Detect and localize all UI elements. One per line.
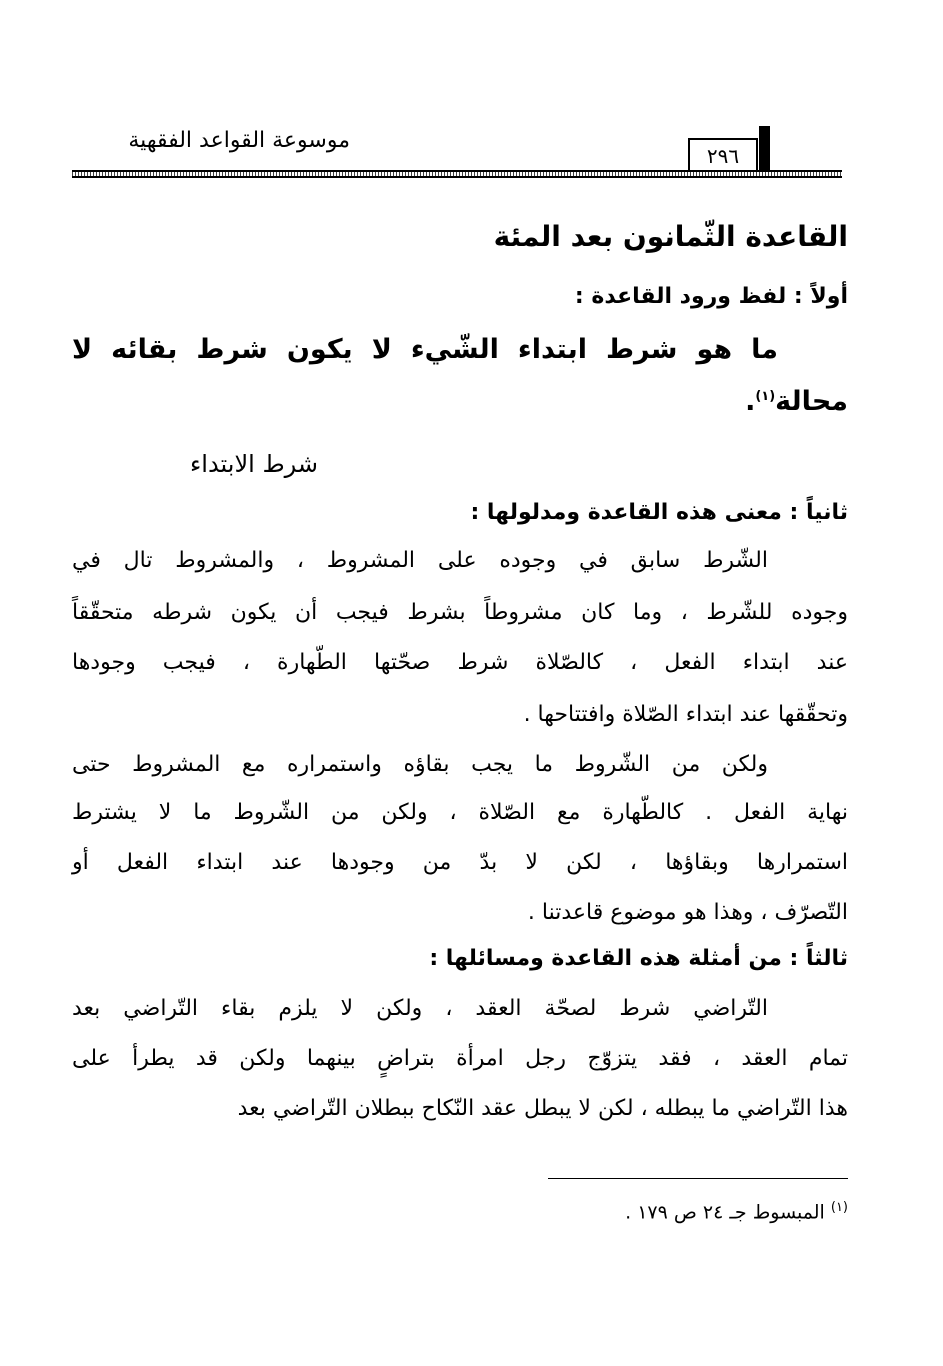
para2-line: نهاية الفعل . كالطّهارة مع الصّلاة ، ولكن من الشّروط ما لا يشترط (72, 800, 848, 825)
para1-line: وتحقّقها عند ابتداء الصّلاة وافتتاحها . (523, 702, 848, 727)
page-number: ٢٩٦ (688, 138, 758, 170)
page-number-bar (759, 126, 770, 176)
para2-line: ولكن من الشّروط ما يجب بقاؤه واستمراره مع المشروط حتى (72, 752, 768, 777)
para3-line: تمام العقد ، فقد يتزوّج رجل امرأة بتراضٍ بينهما ولكن قد يطرأ على (72, 1046, 848, 1071)
para2-line: التّصرّف ، وهذا هو موضوع قاعدتنا . (527, 900, 848, 925)
rule-title: القاعدة الثّمانون بعد المئة (493, 220, 848, 253)
para3-line: هذا التّراضي ما يبطله ، لكن لا يبطل عقد النّكاح ببطلان التّراضي بعد (237, 1096, 848, 1121)
footnote (72, 1200, 848, 1223)
footnote-ref: (١) (755, 389, 776, 404)
footnote-text: المبسوط جـ ٢٤ ص ١٧٩ . (625, 1201, 825, 1224)
section3-heading: ثالثاً : من أمثلة هذه القاعدة ومسائلها : (429, 946, 848, 971)
para1-line: الشّرط سابق في وجوده على المشروط ، والمشروط تال في (72, 548, 768, 573)
short-form: شرط الابتداء (189, 450, 318, 478)
section2-heading: ثانياً : معنى هذه القاعدة ومدلولها : (470, 500, 848, 525)
running-title: موسوعة القواعد الفقهية (128, 128, 350, 153)
rule-text-line1: ما هو شرط ابتداء الشّيء لا يكون شرط بقائه لا (72, 334, 778, 365)
header-rule (72, 170, 842, 178)
footnote-marker: (١) (830, 1200, 848, 1215)
para3-line: التّراضي شرط لصحّة العقد ، ولكن لا يلزم بقاء التّراضي بعد (72, 996, 768, 1021)
para1-line: عند ابتداء الفعل ، كالصّلاة شرط صحّتها الطّهارة ، فيجب وجودها (72, 650, 848, 675)
rule-text-end: . (745, 386, 756, 417)
para1-line: وجوده للشّرط ، وما كان مشروطاً بشرط فيجب أن يكون شرطه متحقّقاً (72, 600, 848, 625)
section1-heading: أولاً : لفظ ورود القاعدة : (574, 284, 848, 309)
rule-text-line2 (72, 386, 848, 417)
footnote-rule (548, 1178, 848, 1179)
para2-line: استمرارها وبقاؤها ، لكن لا بدّ من وجودها عند ابتداء الفعل أو (72, 850, 848, 875)
rule-text-line2-word: محالة (775, 386, 848, 417)
